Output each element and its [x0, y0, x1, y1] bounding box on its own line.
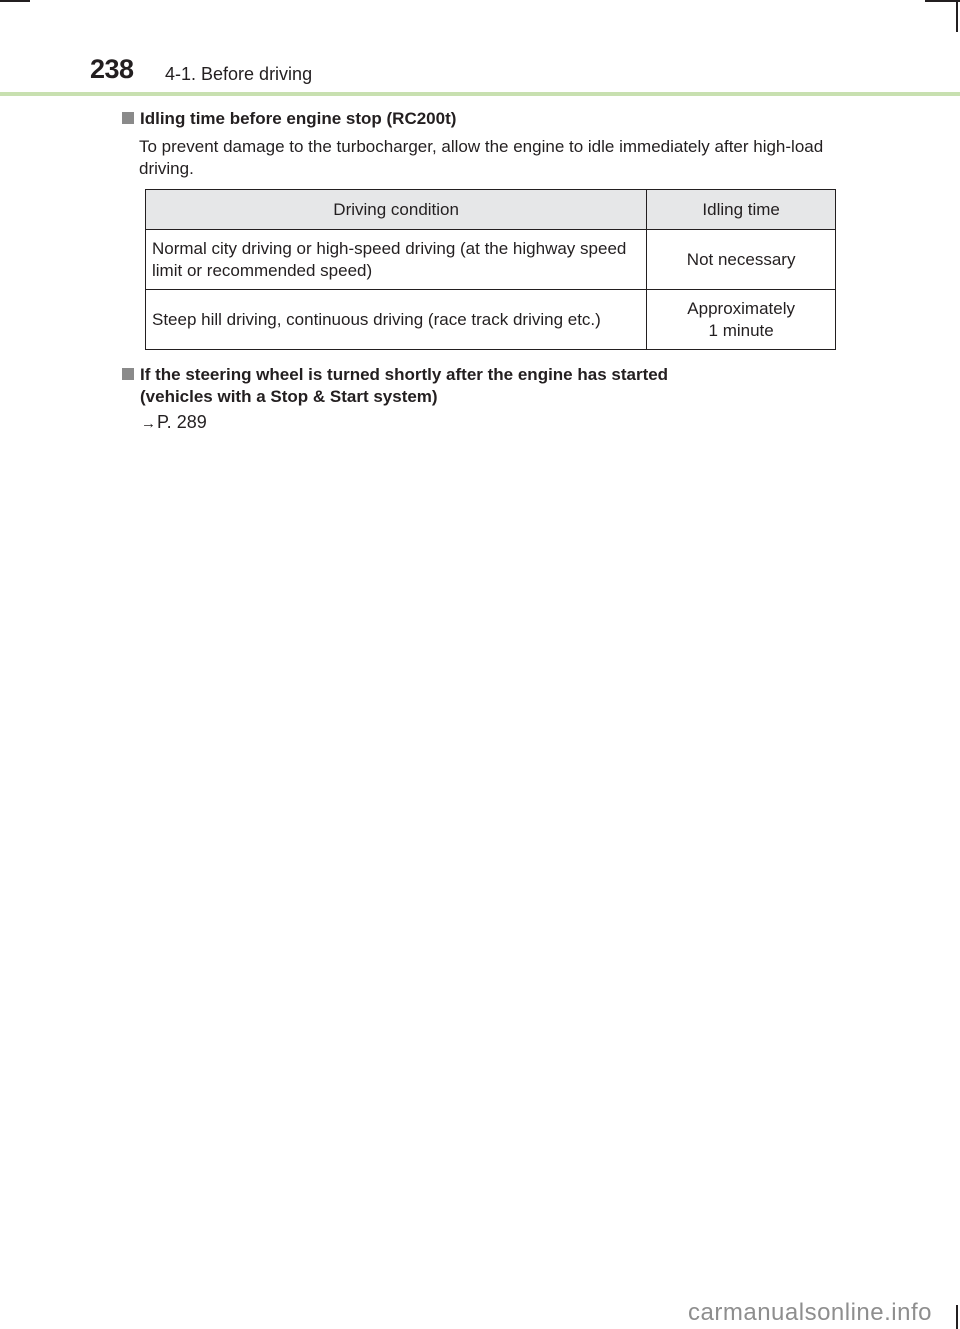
heading-text: Idling time before engine stop (RC200t) — [140, 109, 457, 128]
table-header-row — [146, 190, 836, 230]
heading-steering-wheel — [122, 364, 668, 408]
table-row — [146, 290, 836, 350]
table-cell-idling: Approximately 1 minute — [647, 290, 836, 350]
square-bullet-icon — [122, 112, 134, 124]
page-number: 238 — [90, 54, 134, 84]
heading-idling-time — [122, 108, 456, 130]
arrow-right-icon: → — [141, 415, 156, 432]
crop-mark-top-right-h — [925, 0, 960, 2]
column-header-idling-time: Idling time — [647, 190, 836, 230]
header-rule — [0, 92, 960, 96]
heading-line-1: If the steering wheel is turned shortly after the engine has started — [140, 365, 669, 384]
table-cell-condition: Steep hill driving, continuous driving (race track driving etc.) — [146, 290, 647, 350]
section-title: 4-1. Before driving — [165, 64, 313, 84]
table-row — [146, 230, 836, 290]
crop-mark-top-left — [0, 0, 30, 2]
page-reference-link[interactable] — [141, 412, 207, 433]
crop-mark-top-right-v — [956, 0, 958, 32]
table-cell-idling: Not necessary — [647, 230, 836, 290]
table-cell-condition: Normal city driving or high-speed driving (at the highway speed limit or recommended speed) — [146, 230, 647, 290]
heading-line-2: (vehicles with a Stop & Start system) — [140, 387, 438, 406]
page-reference-text: P. 289 — [157, 412, 207, 432]
crop-mark-bottom-right-v — [956, 1305, 958, 1329]
column-header-driving-condition: Driving condition — [146, 190, 647, 230]
paragraph-turbocharger: To prevent damage to the turbocharger, allow the engine to idle immediately after high-load driving. — [139, 137, 824, 178]
heading-text — [140, 364, 668, 408]
watermark: carmanualsonline.info — [688, 1299, 932, 1326]
square-bullet-icon — [122, 368, 134, 380]
idling-time-table — [145, 189, 836, 350]
